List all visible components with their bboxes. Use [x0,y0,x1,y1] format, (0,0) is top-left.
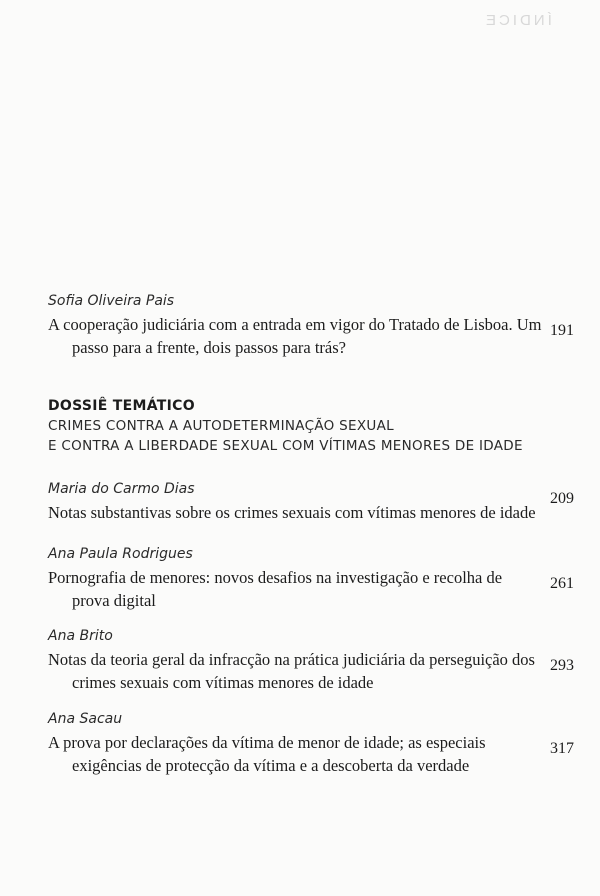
entry-page-number: 261 [550,575,574,592]
section-subtitle-line-1: CRIMES CONTRA A AUTODETERMINAÇÃO SEXUAL [48,418,394,434]
entry-author: Maria do Carmo Dias [48,481,195,497]
toc-entry-pais [48,292,576,359]
entry-page-number: 191 [550,322,574,339]
section-subtitle-line-2: E CONTRA A LIBERDADE SEXUAL COM VÍTIMAS MENORES DE IDADE [48,438,523,454]
entry-title: A prova por declarações da vítima de menor de idade; as especiais exigências de protecção da vítima e a descoberta da verdade [48,733,486,775]
toc-entry-dias [48,480,576,524]
entry-title: A cooperação judiciária com a entrada em vigor do Tratado de Lisboa. Um passo para a frente, dois passos para trás? [48,315,542,357]
entry-title: Pornografia de menores: novos desafios na investigação e recolha de prova digital [48,568,503,610]
entry-title: Notas da teoria geral da infracção na prática judiciária da perseguição dos crimes sexuais com vítimas menores de idade [48,650,535,692]
entry-page-number: 209 [550,490,574,507]
bleed-through-header: ÍNDICE [483,12,552,29]
entry-title: Notas substantivas sobre os crimes sexuais com vítimas menores de idade [48,503,536,522]
entry-author: Ana Brito [48,628,113,644]
section-title: DOSSIÊ TEMÁTICO [48,398,195,414]
thematic-dossier-section [48,396,576,456]
entry-author: Ana Sacau [48,711,123,727]
entry-page-number: 293 [550,657,574,674]
toc-entry-rodrigues [48,545,576,612]
toc-entry-brito [48,627,576,694]
entry-author: Sofia Oliveira Pais [48,293,175,309]
entry-page-number: 317 [550,740,574,757]
toc-entry-sacau [48,710,576,777]
entry-author: Ana Paula Rodrigues [48,546,193,562]
